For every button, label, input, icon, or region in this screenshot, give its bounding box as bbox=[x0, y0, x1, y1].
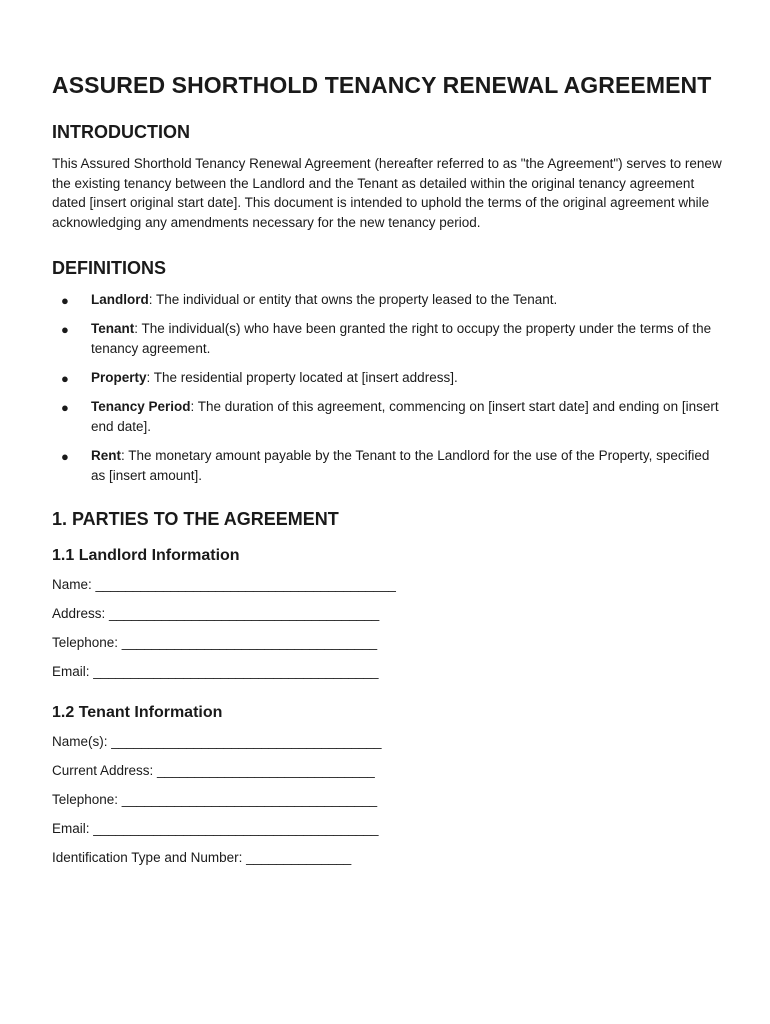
parties-heading: 1. PARTIES TO THE AGREEMENT bbox=[52, 509, 339, 530]
definition-text: : The residential property located at [insert address]. bbox=[146, 370, 458, 386]
definition-item bbox=[52, 368, 722, 388]
landlord-info-heading: 1.1 Landlord Information bbox=[52, 547, 240, 565]
bullet-icon: ● bbox=[61, 293, 69, 309]
definition-term: Tenant bbox=[91, 321, 135, 337]
definitions-heading: DEFINITIONS bbox=[52, 258, 167, 279]
definition-text: : The duration of this agreement, commencing on [insert start date] and ending on [insert end date]. bbox=[91, 399, 719, 434]
document-page bbox=[52, 68, 722, 877]
landlord-name-field: Name: ________________________________________ bbox=[52, 577, 396, 593]
definition-item bbox=[52, 446, 722, 485]
definition-term: Rent bbox=[91, 447, 121, 463]
definition-item bbox=[52, 290, 722, 310]
landlord-telephone-field: Telephone: __________________________________ bbox=[52, 635, 378, 651]
tenant-email-field: Email: ______________________________________ bbox=[52, 821, 379, 837]
definition-term: Property bbox=[91, 370, 147, 386]
definition-term: Tenancy Period bbox=[91, 399, 191, 415]
definition-item bbox=[52, 319, 722, 358]
bullet-icon: ● bbox=[61, 448, 69, 464]
introduction-heading: INTRODUCTION bbox=[52, 122, 190, 142]
tenant-address-field: Current Address: _____________________________ bbox=[52, 763, 375, 779]
introduction-body: This Assured Shorthold Tenancy Renewal Agreement (hereafter referred to as "the Agreement") serves to renew the existing tenancy between the Landlord and the Tenant as detailed within the original tenancy agreement dated [insert original start date]. This document is intended to uphold the terms of the original agreement while acknowledging any amendments necessary for the new tenancy period. bbox=[52, 156, 722, 230]
tenant-name-field: Name(s): ____________________________________ bbox=[52, 734, 382, 749]
tenant-telephone-field: Telephone: __________________________________ bbox=[52, 792, 378, 808]
landlord-address-field: Address: ____________________________________ bbox=[52, 606, 380, 622]
definition-text: : The individual(s) who have been granted the right to occupy the property under the terms of the tenancy agreement. bbox=[91, 321, 712, 357]
definitions-list bbox=[52, 290, 722, 485]
definition-text: : The individual or entity that owns the property leased to the Tenant. bbox=[148, 292, 558, 308]
definition-term: Landlord bbox=[91, 292, 149, 308]
definition-item bbox=[52, 397, 722, 436]
bullet-icon: ● bbox=[61, 322, 69, 338]
definition-text: : The monetary amount payable by the Tenant to the Landlord for the use of the Property, specified as [insert amount]. bbox=[91, 447, 710, 483]
bullet-icon: ● bbox=[61, 371, 69, 387]
landlord-email-field: Email: ______________________________________ bbox=[52, 664, 379, 680]
bullet-icon: ● bbox=[61, 400, 69, 416]
document-title: ASSURED SHORTHOLD TENANCY RENEWAL AGREEMENT bbox=[52, 72, 712, 98]
tenant-id-field: Identification Type and Number: ______________ bbox=[52, 850, 352, 866]
tenant-info-heading: 1.2 Tenant Information bbox=[52, 704, 223, 721]
